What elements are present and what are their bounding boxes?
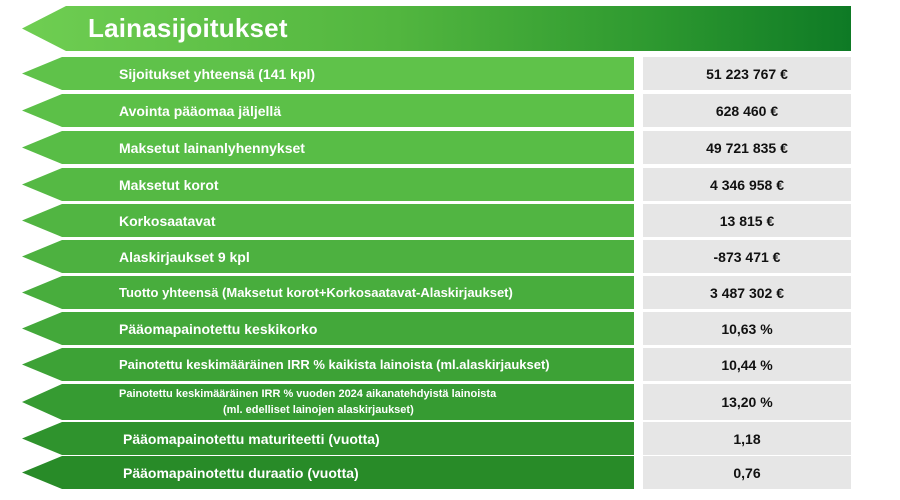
row-arrow — [22, 94, 634, 127]
row-value: 49 721 835 € — [643, 131, 851, 164]
row-value: 1,18 — [643, 422, 851, 455]
row-value: 13 815 € — [643, 204, 851, 237]
row-value: 10,44 % — [643, 348, 851, 381]
row-tuotto-yhteensa — [0, 276, 900, 309]
row-value: 4 346 958 € — [643, 168, 851, 201]
row-arrow — [22, 204, 634, 237]
row-value: 628 460 € — [643, 94, 851, 127]
row-label: Tuotto yhteensä (Maksetut korot+Korkosaatavat-Alaskirjaukset) — [119, 285, 513, 300]
row-arrow — [22, 57, 634, 90]
row-label: Pääomapainotettu duraatio (vuotta) — [123, 464, 359, 481]
row-label: Pääomapainotettu keskikorko — [119, 320, 318, 337]
row-value: -873 471 € — [643, 240, 851, 273]
row-keskikorko — [0, 312, 900, 345]
row-value: 51 223 767 € — [643, 57, 851, 90]
row-label: Pääomapainotettu maturiteetti (vuotta) — [123, 430, 380, 447]
row-irr-2024 — [0, 384, 900, 420]
row-label: Maksetut korot — [119, 176, 219, 193]
row-arrow — [22, 131, 634, 164]
row-korkosaatavat — [0, 204, 900, 237]
row-arrow — [22, 240, 634, 273]
page-title: Lainasijoitukset — [88, 13, 288, 43]
row-maksetut-lainanlyhennykset — [0, 131, 900, 164]
row-label-line2: (ml. edelliset lainojen alaskirjaukset) — [223, 404, 414, 416]
row-label-line1: Painotettu keskimääräinen IRR % vuoden 2024 aikanatehdyistä lainoista — [119, 388, 497, 400]
row-alaskirjaukset — [0, 240, 900, 273]
row-value: 13,20 % — [643, 384, 851, 420]
row-arrow — [22, 312, 634, 345]
row-duraatio — [0, 456, 900, 489]
row-avointa-paaomaa — [0, 94, 900, 127]
row-maksetut-korot — [0, 168, 900, 201]
row-label: Alaskirjaukset 9 kpl — [119, 248, 250, 265]
row-value: 0,76 — [643, 456, 851, 489]
row-arrow — [22, 168, 634, 201]
row-label: Maksetut lainanlyhennykset — [119, 139, 305, 156]
row-label: Painotettu keskimääräinen IRR % kaikista lainoista (ml.alaskirjaukset) — [119, 357, 550, 372]
row-label: Avointa pääomaa jäljellä — [119, 102, 282, 119]
row-value: 3 487 302 € — [643, 276, 851, 309]
row-label — [119, 384, 496, 420]
row-label: Korkosaatavat — [119, 212, 216, 229]
row-value: 10,63 % — [643, 312, 851, 345]
row-label: Sijoitukset yhteensä (141 kpl) — [119, 65, 316, 82]
row-sijoitukset-yhteensa — [0, 57, 900, 90]
row-maturiteetti — [0, 422, 900, 455]
row-irr-kaikista — [0, 348, 900, 381]
